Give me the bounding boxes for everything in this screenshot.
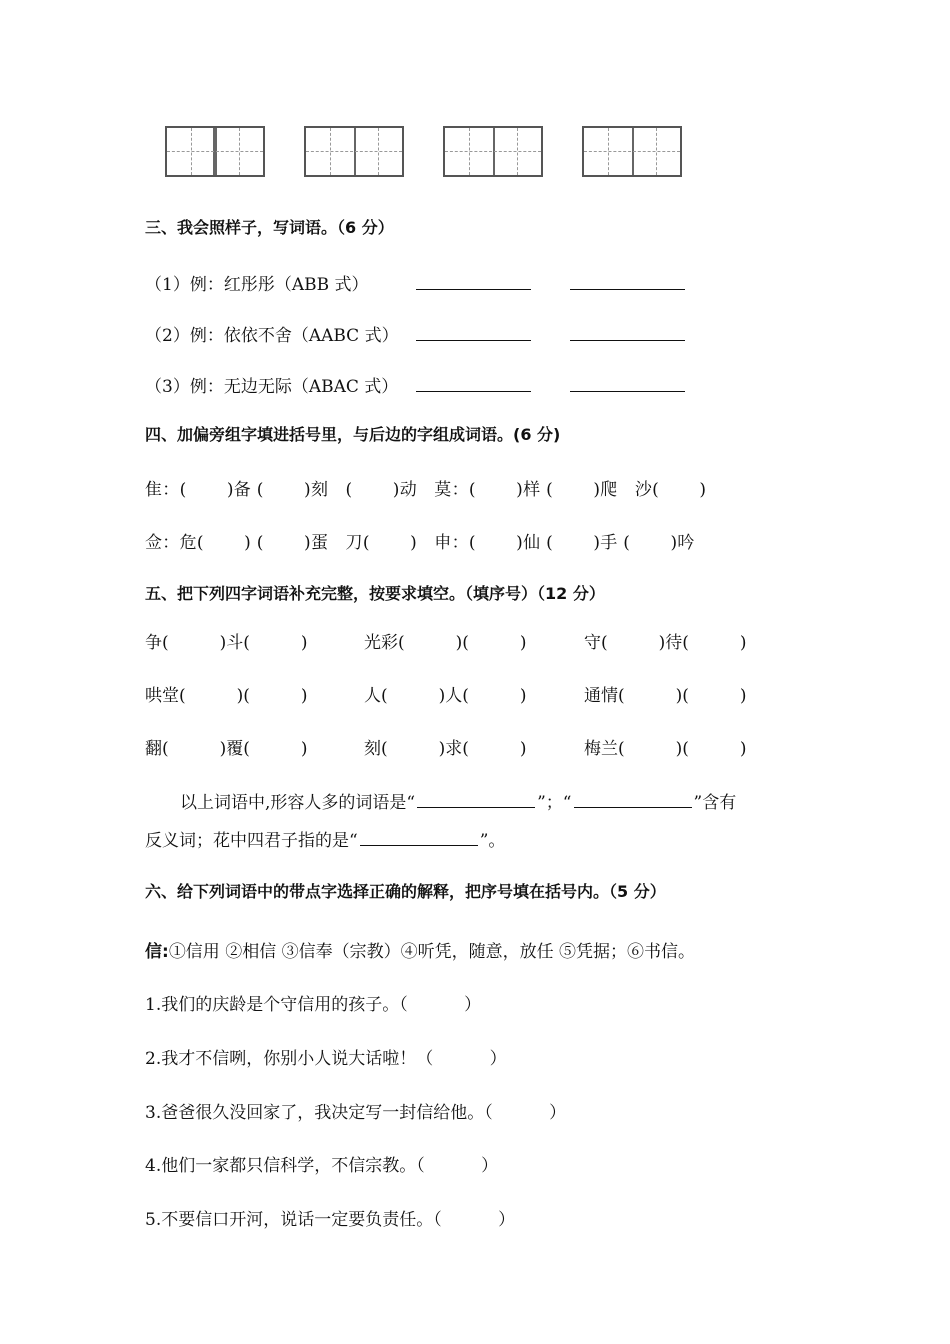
section5-para-line2 (145, 826, 505, 851)
para-text: ”；“ (537, 793, 572, 813)
question-3[interactable]: 3.爸爸很久没回家了，我决定写一封信给他。（ ） (145, 1103, 567, 1123)
section4-title: 四、加偏旁组字填进括号里，与后边的字组成词语。(6 分) (145, 425, 561, 444)
idiom-fill[interactable]: 守( )待( ) (584, 633, 747, 653)
answer-blank[interactable] (416, 391, 531, 392)
writing-grid-3[interactable] (443, 126, 543, 177)
writing-grid-2[interactable] (304, 126, 404, 177)
xin-label: 信: (145, 942, 169, 962)
section5-para-line1 (180, 788, 736, 813)
section3-item-2: （2）例：依依不舍（AABC 式） (145, 326, 399, 346)
answer-blank[interactable] (360, 831, 478, 846)
xin-definitions (145, 937, 695, 962)
writing-grid-1[interactable] (165, 126, 265, 177)
idiom-fill[interactable]: 通情( )( ) (584, 686, 747, 706)
section3-item-1: （1）例：红彤彤（ABB 式） (145, 275, 369, 295)
para-text: ”含有 (693, 793, 737, 813)
section5-title: 五、把下列四字词语补充完整，按要求填空。（填序号）（12 分） (145, 584, 605, 603)
idiom-fill[interactable]: 梅兰( )( ) (584, 739, 747, 759)
xin-options: ①信用 ②相信 ③信奉（宗教）④听凭，随意，放任 ⑤凭据；⑥书信。 (168, 942, 696, 962)
answer-blank[interactable] (570, 340, 685, 341)
question-2[interactable]: 2.我才不信咧，你别小人说大话啦！（ ） (145, 1049, 507, 1069)
idiom-fill[interactable]: 哄堂( )( ) (145, 686, 308, 706)
idiom-fill[interactable]: 争( )斗( ) (145, 633, 308, 653)
idiom-fill[interactable]: 光彩( )( ) (364, 633, 527, 653)
idiom-fill[interactable]: 刻( )求( ) (364, 739, 527, 759)
answer-blank[interactable] (416, 289, 531, 290)
question-5[interactable]: 5.不要信口开河，说话一定要负责任。（ ） (145, 1210, 516, 1230)
answer-blank[interactable] (574, 793, 692, 808)
para-text: 反义词；花中四君子指的是“ (145, 831, 358, 851)
idiom-fill[interactable]: 人( )人( ) (364, 686, 527, 706)
idiom-fill[interactable]: 翻( )覆( ) (145, 739, 308, 759)
para-text: 以上词语中,形容人多的词语是“ (180, 793, 416, 813)
answer-blank[interactable] (417, 793, 535, 808)
answer-blank[interactable] (416, 340, 531, 341)
section6-title: 六、给下列词语中的带点字选择正确的解释，把序号填在括号内。（5 分） (145, 882, 666, 901)
section4-row-1[interactable]: 隹：( )备 ( )刻 ( )动 莫：( )样 ( )爬 沙( ) (145, 480, 707, 500)
answer-blank[interactable] (570, 289, 685, 290)
section3-title: 三、我会照样子，写词语。（6 分） (145, 218, 394, 237)
writing-grid-4[interactable] (582, 126, 682, 177)
section4-row-2[interactable]: 佥：危( ) ( )蛋 刀( ) 申：( )仙 ( )手 ( )吟 (145, 533, 695, 553)
answer-blank[interactable] (570, 391, 685, 392)
section3-item-3: （3）例：无边无际（ABAC 式） (145, 377, 399, 397)
question-1[interactable]: 1.我们的庆龄是个守信用的孩子。（ ） (145, 995, 482, 1015)
question-4[interactable]: 4.他们一家都只信科学，不信宗教。（ ） (145, 1156, 499, 1176)
para-text: ”。 (479, 831, 506, 851)
